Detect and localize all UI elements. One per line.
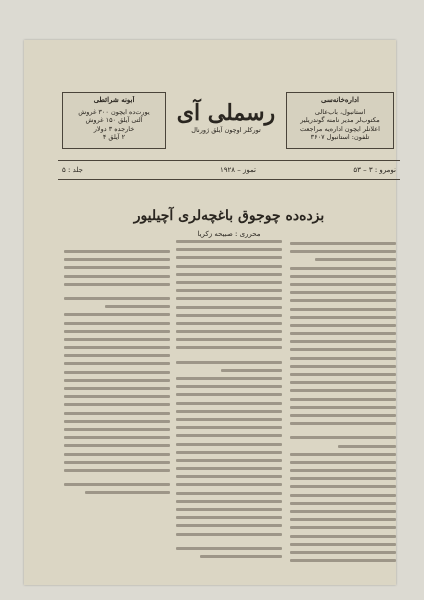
text-line — [64, 428, 170, 431]
text-line — [176, 426, 282, 429]
text-line — [64, 346, 170, 349]
text-line — [176, 443, 282, 446]
text-line — [290, 398, 396, 401]
text-line — [176, 524, 282, 527]
text-line — [290, 502, 396, 505]
office-line: اعلانلر ایچون اداره‌یه مراجعت — [299, 124, 380, 133]
text-line — [64, 283, 170, 286]
text-line — [290, 299, 396, 302]
text-line — [290, 510, 396, 513]
text-line — [290, 340, 396, 343]
text-line — [64, 266, 170, 269]
office-box — [286, 92, 394, 149]
text-line — [290, 242, 396, 245]
text-line — [176, 322, 282, 325]
text-line — [290, 348, 396, 351]
text-line — [64, 436, 170, 439]
subscription-box — [62, 92, 166, 149]
text-column-left — [64, 250, 170, 512]
text-line — [290, 436, 396, 439]
text-line — [176, 377, 282, 380]
text-line — [64, 403, 170, 406]
text-line — [176, 385, 282, 388]
text-line — [176, 361, 282, 364]
office-title: اداره‌خانه‌سی — [321, 96, 359, 104]
text-line — [290, 485, 396, 488]
text-line — [290, 267, 396, 270]
text-line — [290, 332, 396, 335]
text-line — [64, 250, 170, 253]
text-line — [105, 305, 170, 308]
text-line — [64, 469, 170, 472]
masthead-title: رسملی آی — [176, 100, 276, 126]
text-line — [64, 453, 170, 456]
text-line — [290, 357, 396, 360]
text-line — [176, 483, 282, 486]
text-line — [176, 418, 282, 421]
text-line — [176, 273, 282, 276]
text-column-middle — [176, 240, 282, 575]
text-line — [290, 406, 396, 409]
text-line — [290, 308, 396, 311]
text-line — [290, 324, 396, 327]
text-line — [176, 248, 282, 251]
text-line — [64, 412, 170, 415]
newspaper-page — [24, 40, 396, 585]
text-line — [290, 559, 396, 562]
text-line — [290, 365, 396, 368]
text-line — [176, 306, 282, 309]
text-line — [176, 265, 282, 268]
text-line — [290, 316, 396, 319]
text-line — [176, 467, 282, 470]
text-line — [290, 477, 396, 480]
text-line — [290, 275, 396, 278]
text-line — [176, 402, 282, 405]
text-line — [64, 420, 170, 423]
subscription-line: ۲ آیلق ۴ — [102, 133, 126, 141]
text-line — [290, 535, 396, 538]
text-line — [176, 346, 282, 349]
text-line — [176, 297, 282, 300]
text-line — [176, 338, 282, 341]
text-line — [290, 494, 396, 497]
text-line — [290, 518, 396, 521]
text-line — [221, 369, 282, 372]
text-line — [315, 258, 396, 261]
text-line — [290, 453, 396, 456]
text-line — [290, 543, 396, 546]
text-line — [290, 461, 396, 464]
dateline — [62, 164, 396, 176]
subscription-line: آلتی آیلق ۱۵۰ غروش — [85, 116, 143, 124]
text-line — [176, 256, 282, 259]
office-line: تلفون: استانبول ۳۶۰۷ — [310, 133, 370, 141]
text-line — [290, 389, 396, 392]
text-line — [176, 516, 282, 519]
text-line — [176, 330, 282, 333]
text-line — [64, 395, 170, 398]
rule-top — [58, 160, 400, 161]
text-line — [64, 322, 170, 325]
issue-date: تموز – ۱۹۲۸ — [220, 166, 256, 174]
text-line — [176, 547, 282, 550]
text-line — [64, 313, 170, 316]
rule-bottom — [58, 179, 400, 180]
text-line — [64, 461, 170, 464]
text-line — [64, 483, 170, 486]
text-column-right — [290, 242, 396, 577]
text-line — [176, 475, 282, 478]
text-line — [338, 445, 396, 448]
text-line — [64, 371, 170, 374]
text-line — [64, 444, 170, 447]
text-line — [64, 258, 170, 261]
text-line — [290, 469, 396, 472]
text-line — [176, 533, 282, 536]
text-line — [64, 354, 170, 357]
text-line — [176, 541, 282, 547]
masthead-subtitle: تورکلر اوچون آیلق ژورنال — [191, 126, 261, 134]
text-line — [64, 387, 170, 390]
masthead — [174, 100, 278, 135]
text-line — [85, 491, 170, 494]
office-line: مکتوب‌لر مدیر نامنه گوندریلیر — [300, 116, 380, 124]
text-line — [176, 281, 282, 284]
text-line — [200, 555, 282, 558]
text-line — [176, 492, 282, 495]
text-line — [176, 451, 282, 454]
text-line — [290, 414, 396, 417]
text-line — [176, 393, 282, 396]
text-line — [290, 422, 396, 425]
text-line — [290, 526, 396, 529]
subscription-line: یورت‌ده ایچون ۳۰۰ غروش — [78, 107, 150, 116]
text-line — [176, 434, 282, 437]
text-line — [64, 379, 170, 382]
issue-number: نومرو : ۳ – ۵۳ — [353, 166, 396, 174]
text-line — [176, 314, 282, 317]
text-line — [176, 289, 282, 292]
subscription-line: خارجده ۳ دولار — [93, 124, 135, 133]
text-line — [64, 338, 170, 341]
text-line — [290, 291, 396, 294]
text-line — [64, 275, 170, 278]
office-line: استانبول، باب‌عالی — [314, 107, 366, 116]
article-headline: بزده‌ده چوجوق باغچه‌لری آچیلیور — [133, 208, 325, 224]
text-line — [176, 410, 282, 413]
text-line — [176, 240, 282, 243]
text-line — [64, 330, 170, 333]
text-line — [176, 508, 282, 511]
text-line — [290, 551, 396, 554]
article-byline: محرری : صبیحه زکریا — [197, 230, 261, 238]
text-line — [176, 459, 282, 462]
text-line — [290, 250, 396, 253]
subscription-title: آبونه شرائطی — [93, 96, 135, 104]
text-line — [290, 381, 396, 384]
text-line — [176, 500, 282, 503]
text-line — [176, 355, 282, 361]
text-line — [290, 283, 396, 286]
text-line — [64, 297, 170, 300]
text-line — [64, 362, 170, 365]
volume-number: جلد : ۵ — [62, 166, 83, 174]
text-line — [290, 373, 396, 376]
